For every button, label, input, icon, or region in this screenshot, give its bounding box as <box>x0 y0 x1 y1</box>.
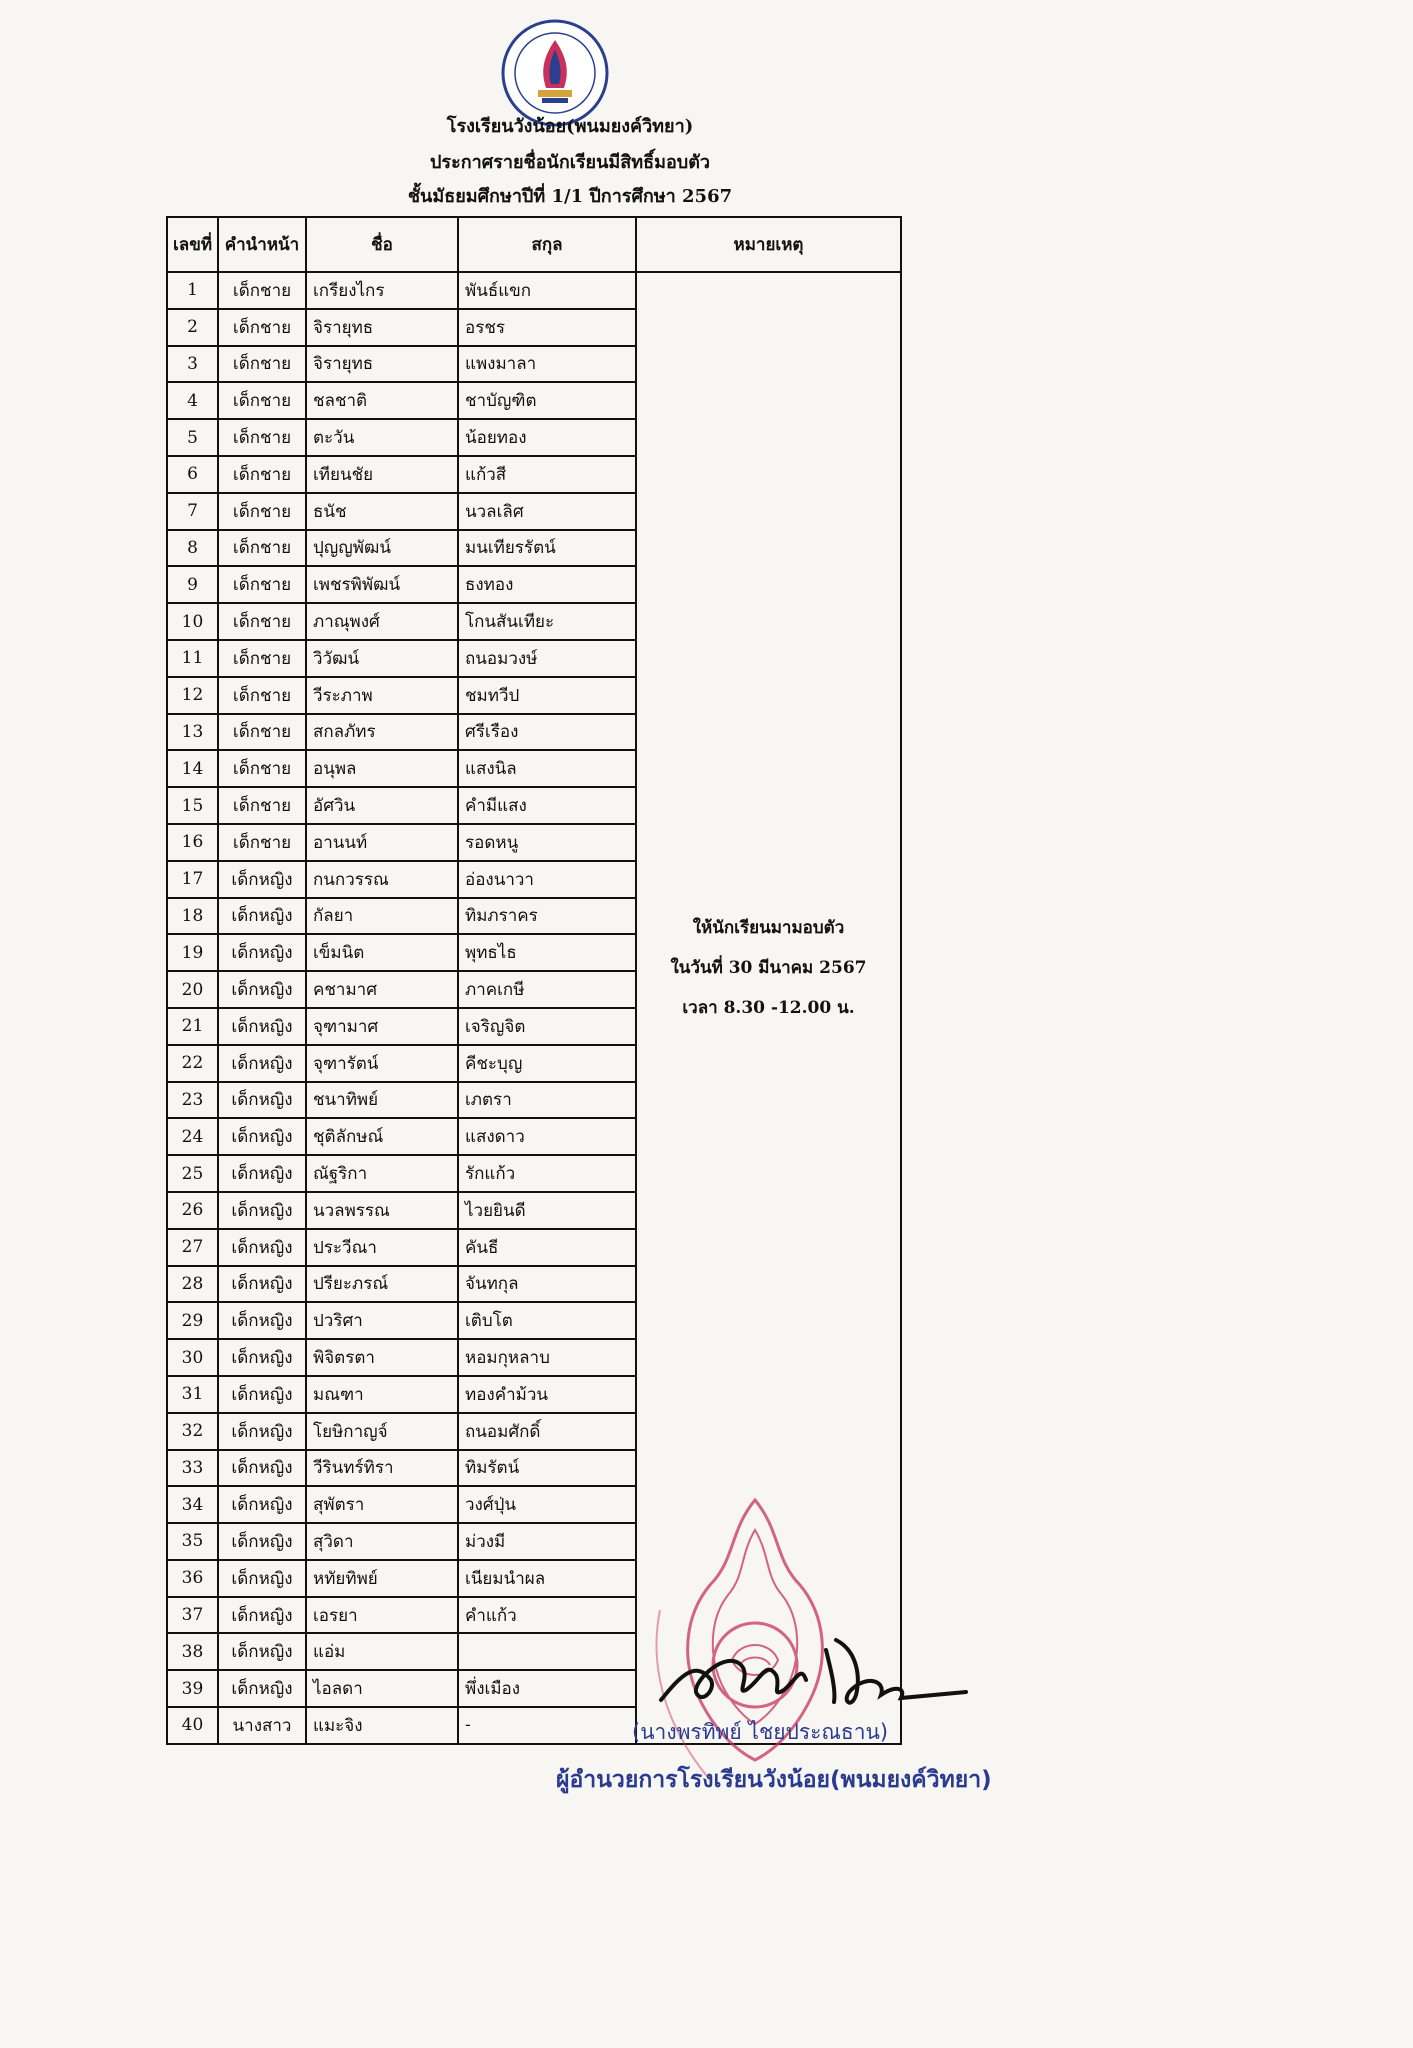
row-number: 38 <box>167 1633 218 1670</box>
row-last-name: น้อยทอง <box>458 419 636 456</box>
row-number: 31 <box>167 1376 218 1413</box>
row-prefix: เด็กหญิง <box>218 1523 306 1560</box>
row-prefix: เด็กหญิง <box>218 1045 306 1082</box>
row-prefix: เด็กชาย <box>218 640 306 677</box>
row-number: 33 <box>167 1450 218 1487</box>
row-prefix: เด็กหญิง <box>218 1302 306 1339</box>
header-prefix: คำนำหน้า <box>218 217 306 272</box>
row-last-name: มนเทียรรัตน์ <box>458 530 636 567</box>
row-last-name: อ่องนาวา <box>458 861 636 898</box>
row-first-name: วีระภาพ <box>306 677 458 714</box>
row-last-name: แสงดาว <box>458 1118 636 1155</box>
row-first-name: ชนาทิพย์ <box>306 1082 458 1119</box>
row-last-name: คีชะบุญ <box>458 1045 636 1082</box>
row-prefix: เด็กหญิง <box>218 1155 306 1192</box>
row-first-name: หทัยทิพย์ <box>306 1560 458 1597</box>
row-first-name: ปวริศา <box>306 1302 458 1339</box>
row-first-name: เกรียงไกร <box>306 272 458 309</box>
row-number: 1 <box>167 272 218 309</box>
row-last-name: เภตรา <box>458 1082 636 1119</box>
row-number: 36 <box>167 1560 218 1597</box>
row-prefix: เด็กชาย <box>218 603 306 640</box>
row-prefix: เด็กชาย <box>218 750 306 787</box>
row-number: 27 <box>167 1229 218 1266</box>
row-last-name: แพงมาลา <box>458 346 636 383</box>
row-last-name: เจริญจิต <box>458 1008 636 1045</box>
row-first-name: มณฑา <box>306 1376 458 1413</box>
row-number: 7 <box>167 493 218 530</box>
row-prefix: เด็กหญิง <box>218 1266 306 1303</box>
row-last-name: วงศ์ปุ่น <box>458 1486 636 1523</box>
row-prefix: เด็กหญิง <box>218 1486 306 1523</box>
row-number: 10 <box>167 603 218 640</box>
remark-line: ให้นักเรียนมามอบตัว <box>692 917 845 938</box>
row-last-name: ทิมรัตน์ <box>458 1450 636 1487</box>
table-row <box>167 272 901 309</box>
row-number: 17 <box>167 861 218 898</box>
row-prefix: เด็กหญิง <box>218 971 306 1008</box>
row-prefix: เด็กหญิง <box>218 1192 306 1229</box>
row-first-name: กนกวรรณ <box>306 861 458 898</box>
row-last-name: ไวยยินดี <box>458 1192 636 1229</box>
row-last-name: ธงทอง <box>458 566 636 603</box>
row-last-name: ถนอมศักดิ์ <box>458 1413 636 1450</box>
row-number: 11 <box>167 640 218 677</box>
row-last-name: เติบโต <box>458 1302 636 1339</box>
row-number: 25 <box>167 1155 218 1192</box>
remark-line: ในวันที่ 30 มีนาคม 2567 <box>670 957 867 978</box>
row-prefix: เด็กหญิง <box>218 1008 306 1045</box>
row-last-name: แสงนิล <box>458 750 636 787</box>
row-number: 39 <box>167 1670 218 1707</box>
row-prefix: เด็กหญิง <box>218 1413 306 1450</box>
row-prefix: เด็กหญิง <box>218 1118 306 1155</box>
row-number: 29 <box>167 1302 218 1339</box>
row-number: 9 <box>167 566 218 603</box>
row-prefix: เด็กหญิง <box>218 898 306 935</box>
row-last-name: รักแก้ว <box>458 1155 636 1192</box>
row-number: 5 <box>167 419 218 456</box>
row-prefix: เด็กชาย <box>218 677 306 714</box>
row-number: 6 <box>167 456 218 493</box>
row-prefix: เด็กชาย <box>218 456 306 493</box>
row-prefix: เด็กชาย <box>218 309 306 346</box>
row-last-name: - <box>458 1707 636 1744</box>
row-last-name <box>458 1633 636 1670</box>
row-last-name: พุทธไธ <box>458 934 636 971</box>
row-last-name: พึ่งเมือง <box>458 1670 636 1707</box>
row-first-name: อนุพล <box>306 750 458 787</box>
row-number: 18 <box>167 898 218 935</box>
row-prefix: เด็กหญิง <box>218 1560 306 1597</box>
row-number: 23 <box>167 1082 218 1119</box>
row-last-name: อรชร <box>458 309 636 346</box>
row-number: 8 <box>167 530 218 567</box>
row-first-name: โยษิกาญจ์ <box>306 1413 458 1450</box>
header-remark: หมายเหตุ <box>636 217 901 272</box>
row-number: 14 <box>167 750 218 787</box>
row-first-name: เข็มนิต <box>306 934 458 971</box>
row-first-name: อัศวิน <box>306 787 458 824</box>
header-last-name: สกุล <box>458 217 636 272</box>
row-prefix: เด็กชาย <box>218 566 306 603</box>
row-first-name: ธนัช <box>306 493 458 530</box>
row-first-name: เพชรพิพัฒน์ <box>306 566 458 603</box>
row-first-name: จิรายุทธ <box>306 346 458 383</box>
row-first-name: ณัฐริกา <box>306 1155 458 1192</box>
row-first-name: ตะวัน <box>306 419 458 456</box>
row-first-name: สุพัตรา <box>306 1486 458 1523</box>
row-number: 3 <box>167 346 218 383</box>
row-number: 34 <box>167 1486 218 1523</box>
row-number: 19 <box>167 934 218 971</box>
row-number: 4 <box>167 382 218 419</box>
row-first-name: สกลภัทร <box>306 714 458 751</box>
row-number: 24 <box>167 1118 218 1155</box>
row-first-name: คชามาศ <box>306 971 458 1008</box>
row-number: 32 <box>167 1413 218 1450</box>
row-last-name: โกนสันเทียะ <box>458 603 636 640</box>
row-last-name: ศรีเรือง <box>458 714 636 751</box>
row-first-name: วิวัฒน์ <box>306 640 458 677</box>
row-number: 12 <box>167 677 218 714</box>
row-first-name: กัลยา <box>306 898 458 935</box>
row-number: 20 <box>167 971 218 1008</box>
row-number: 37 <box>167 1597 218 1634</box>
row-prefix: เด็กหญิง <box>218 1450 306 1487</box>
row-first-name: ชลชาติ <box>306 382 458 419</box>
row-prefix: เด็กหญิง <box>218 1670 306 1707</box>
class-level: ชั้นมัธยมศึกษาปีที่ 1/1 ปีการศึกษา 2567 <box>407 186 733 207</box>
row-number: 16 <box>167 824 218 861</box>
row-first-name: วีรินทร์ทิรา <box>306 1450 458 1487</box>
row-prefix: เด็กหญิง <box>218 1339 306 1376</box>
row-prefix: เด็กชาย <box>218 714 306 751</box>
row-prefix: เด็กหญิง <box>218 1597 306 1634</box>
announcement-title: ประกาศรายชื่อนักเรียนมีสิทธิ์มอบตัว <box>429 152 711 173</box>
row-prefix: เด็กชาย <box>218 272 306 309</box>
row-number: 13 <box>167 714 218 751</box>
remark-line: เวลา 8.30 -12.00 น. <box>682 997 855 1018</box>
row-prefix: เด็กหญิง <box>218 1633 306 1670</box>
school-logo <box>500 18 610 128</box>
row-last-name: รอดหนู <box>458 824 636 861</box>
row-first-name: ปรียะภรณ์ <box>306 1266 458 1303</box>
row-first-name: นวลพรรณ <box>306 1192 458 1229</box>
row-last-name: ม่วงมี <box>458 1523 636 1560</box>
row-prefix: เด็กหญิง <box>218 1082 306 1119</box>
row-last-name: แก้วสี <box>458 456 636 493</box>
row-number: 40 <box>167 1707 218 1744</box>
row-prefix: เด็กหญิง <box>218 934 306 971</box>
row-prefix: เด็กชาย <box>218 787 306 824</box>
row-prefix: นางสาว <box>218 1707 306 1744</box>
row-last-name: คันธี <box>458 1229 636 1266</box>
row-number: 22 <box>167 1045 218 1082</box>
row-last-name: ภาคเกษี <box>458 971 636 1008</box>
row-first-name: เอรยา <box>306 1597 458 1634</box>
row-last-name: คำมีแสง <box>458 787 636 824</box>
row-prefix: เด็กหญิง <box>218 1376 306 1413</box>
row-last-name: ถนอมวงษ์ <box>458 640 636 677</box>
row-last-name: ทองคำม้วน <box>458 1376 636 1413</box>
row-first-name: แอ่ม <box>306 1633 458 1670</box>
row-number: 2 <box>167 309 218 346</box>
row-first-name: จิรายุทธ <box>306 309 458 346</box>
header-no: เลขที่ <box>167 217 218 272</box>
row-number: 21 <box>167 1008 218 1045</box>
row-number: 26 <box>167 1192 218 1229</box>
row-number: 28 <box>167 1266 218 1303</box>
header-first-name: ชื่อ <box>306 217 458 272</box>
row-last-name: เนียมนำผล <box>458 1560 636 1597</box>
row-prefix: เด็กชาย <box>218 824 306 861</box>
row-prefix: เด็กชาย <box>218 346 306 383</box>
row-last-name: ทิมภราคร <box>458 898 636 935</box>
row-prefix: เด็กหญิง <box>218 1229 306 1266</box>
row-first-name: เทียนชัย <box>306 456 458 493</box>
row-first-name: สุวิดา <box>306 1523 458 1560</box>
row-first-name: ประวีณา <box>306 1229 458 1266</box>
school-name: โรงเรียนวังน้อย(พนมยงค์วิทยา) <box>446 116 694 137</box>
row-last-name: คำแก้ว <box>458 1597 636 1634</box>
row-last-name: ชาบัญฑิต <box>458 382 636 419</box>
row-first-name: ปุญญพัฒน์ <box>306 530 458 567</box>
table-header-row <box>167 217 901 272</box>
row-first-name: อานนท์ <box>306 824 458 861</box>
row-number: 35 <box>167 1523 218 1560</box>
row-prefix: เด็กชาย <box>218 382 306 419</box>
row-last-name: ชมทวีป <box>458 677 636 714</box>
row-number: 30 <box>167 1339 218 1376</box>
row-first-name: จุฑามาศ <box>306 1008 458 1045</box>
row-prefix: เด็กชาย <box>218 530 306 567</box>
row-first-name: พิจิตรตา <box>306 1339 458 1376</box>
row-last-name: พันธ์แขก <box>458 272 636 309</box>
row-last-name: นวลเลิศ <box>458 493 636 530</box>
row-first-name: จุฑารัตน์ <box>306 1045 458 1082</box>
row-first-name: ไอลดา <box>306 1670 458 1707</box>
row-prefix: เด็กชาย <box>218 419 306 456</box>
row-last-name: หอมกุหลาบ <box>458 1339 636 1376</box>
signer-position: ผู้อำนวยการโรงเรียนวังน้อย(พนมยงค์วิทยา) <box>556 1767 992 1793</box>
row-prefix: เด็กหญิง <box>218 861 306 898</box>
row-first-name: แมะจิง <box>306 1707 458 1744</box>
row-prefix: เด็กชาย <box>218 493 306 530</box>
signature-scribble <box>656 1620 976 1730</box>
row-number: 15 <box>167 787 218 824</box>
signer-name: (นางพรทิพย์ ไชยประณธาน) <box>632 1720 889 1744</box>
row-first-name: ชุติลักษณ์ <box>306 1118 458 1155</box>
row-last-name: จันทกุล <box>458 1266 636 1303</box>
row-first-name: ภาณุพงศ์ <box>306 603 458 640</box>
